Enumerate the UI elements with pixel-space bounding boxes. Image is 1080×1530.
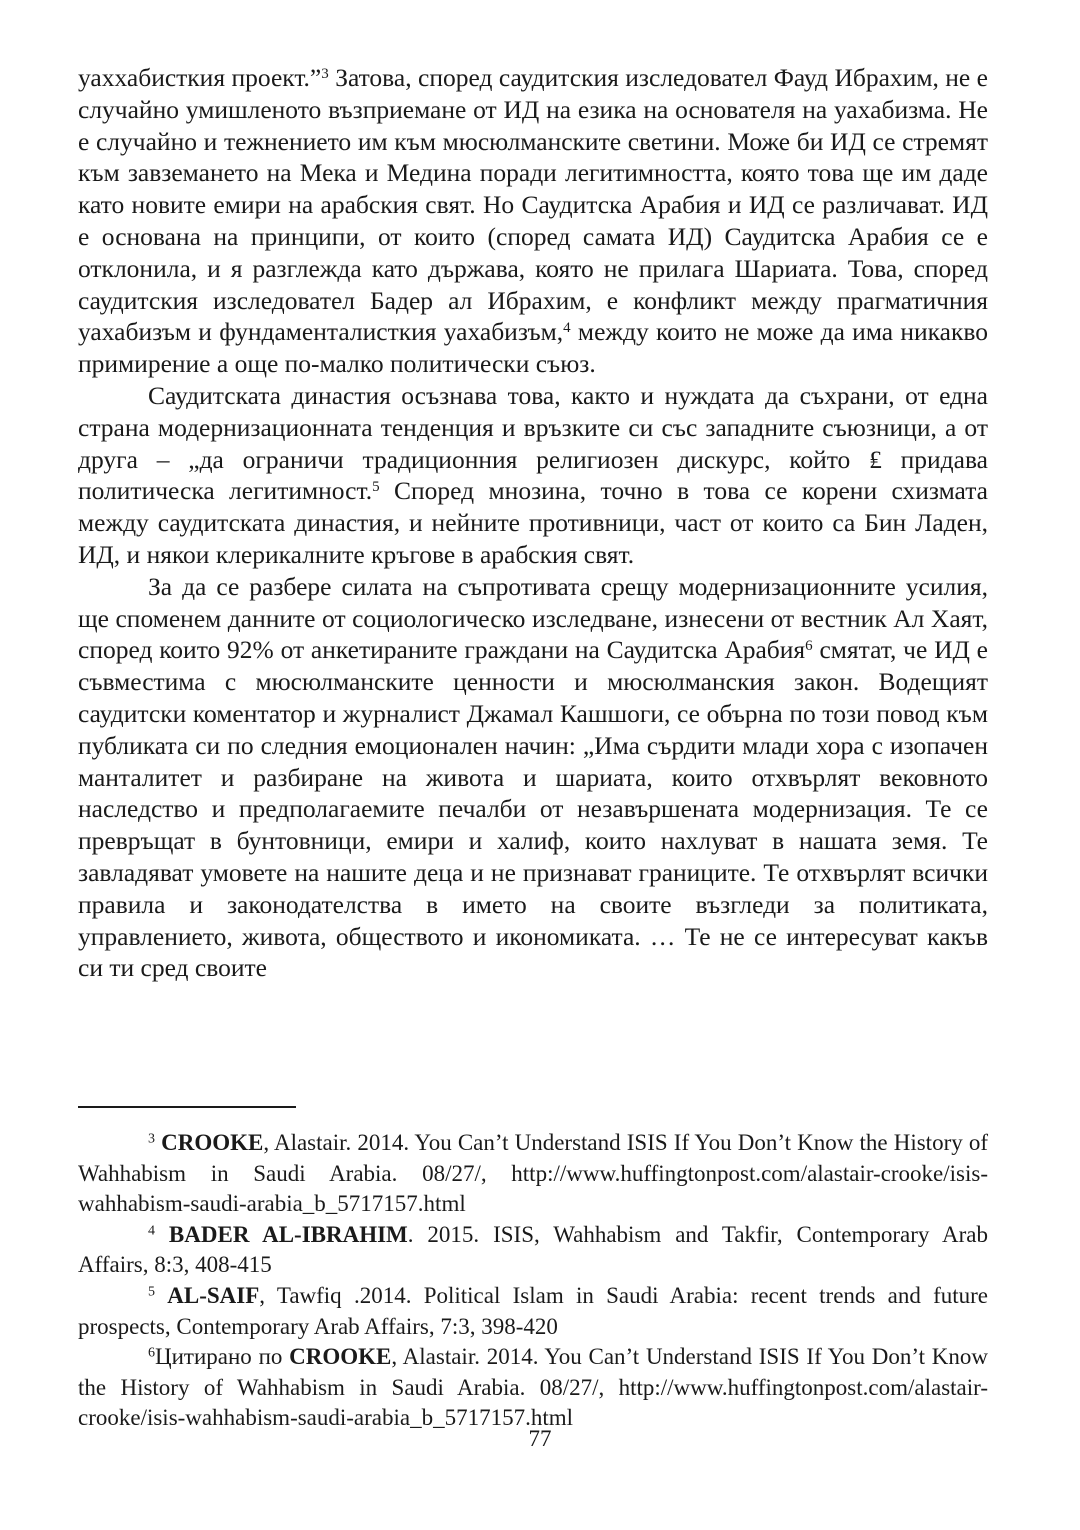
footnote-number: 4 <box>148 1223 155 1239</box>
footnote-ref-6[interactable]: 6 <box>805 638 813 655</box>
paragraph-text: уаххабисткия проект.” <box>78 63 322 92</box>
paragraph-text: между които не може да има никакво примирение а още по-малко политически съюз. <box>78 317 988 379</box>
footnote-number: 6 <box>148 1345 155 1361</box>
paragraph-text: Затова, според саудитския изследовател Фауд Ибрахим, не е случайно умишленото възприемане от ИД на езика на основателя на уахабизма. Не е случайно и тежнението им към мюсюлманските светини. Може би ИД се стремят към завземането на Мека и Медина поради легитимността, която това ще им даде като новите емири на арабския свят. Но Саудитска Арабия и ИД се различават. ИД е основана на принципи, от които (според самата ИД) Саудитска Арабия се е отклонила, и я разглежда като държава, която не прилага Шариата. Това, според саудитския изследовател Бадер ал Ибрахим, е конфликт между прагматичния уахабизъм и фундаменталисткия уахабизъм, <box>78 63 988 347</box>
footnote-author: CROOKE <box>161 1130 264 1155</box>
paragraph-2 <box>78 380 988 571</box>
footnote-5 <box>78 1281 988 1342</box>
footnote-4 <box>78 1220 988 1281</box>
footnote-ref-5[interactable]: 5 <box>372 479 380 496</box>
paragraph-text: смятат, че ИД е съвместима с мюсюлманските ценности и мюсюлманския закон. Водещият саудитски коментатор и журналист Джамал Кашшоги, се обърна по този повод към публиката си по следния емоционален начин: „Има сърдити млади хора с изопачен манталитет и разбиране на живота и шариата, които отхвърлят вековното наследство и предполагаемите печалби от незавършената модернизация. Те се превръщат в бунтовници, емири и халиф, които нахлуват в нашата земя. Те завладяват умовете на нашите деца и не признават границите. Те отхвърлят всички правила и законодателства в името на своите възгледи за политиката, управлението, живота, обществото и икономиката. … Те не се интересуват какъв си ти сред своите <box>78 635 989 983</box>
footnote-text: , Alastair. 2014. You Can’t Understand ISIS If You Don’t Know the History of Wahhabism in Saudi Arabia. 08/27/, http://www.huffingtonpost.com/alastair-crooke/isis-wahhabism-saudi-arabia_b_5717157.html <box>78 1130 989 1217</box>
paragraph-text: Саудитската династия осъзнава това, както и нуждата да съхрани, от една страна модернизационната тенденция и връзките си със западните съюзници, а от друга – „да ограничи традиционния религиозен дискурс, който ₤ придава политическа легитимност. <box>78 380 988 506</box>
footnote-number: 3 <box>148 1131 155 1147</box>
footnote-author: CROOKE <box>289 1344 392 1370</box>
footnote-number: 5 <box>148 1284 155 1300</box>
footnote-ref-3[interactable]: 3 <box>321 65 329 82</box>
page-number: 77 <box>528 1426 552 1451</box>
footnote-author: AL-SAIF <box>167 1282 260 1308</box>
paragraph-text: За да се разбере силата на съпротивата срещу модернизационните усилия, ще споменем данните от социологическо изследване, изнесени от вестник Ал Хаят, според които 92% от анкетираните граждани на Саудитска Арабия <box>78 571 988 665</box>
footnote-3 <box>78 1128 988 1220</box>
footnote-prefix: Цитирано по <box>155 1344 290 1370</box>
footnote-author: BADER AL-IBRAHIM <box>168 1221 408 1247</box>
paragraph-1 <box>78 62 988 380</box>
footnote-text: . 2015. ISIS, Wahhabism and Takfir, Contemporary Arab Affairs, 8:3, 408-415 <box>78 1221 988 1278</box>
paragraph-3 <box>78 571 988 984</box>
footnote-ref-4[interactable]: 4 <box>563 320 571 337</box>
footnote-separator <box>78 1106 296 1108</box>
footnote-6 <box>78 1342 988 1434</box>
page-body <box>78 62 988 984</box>
footnote-text: , Tawfiq .2014. Political Islam in Saudi Arabia: recent trends and future prospects, Contemporary Arab Affairs, 7:3, 398-420 <box>78 1282 989 1339</box>
footnotes <box>78 1128 988 1434</box>
footnote-text: , Alastair. 2014. You Can’t Understand ISIS If You Don’t Know the History of Wahhabism in Saudi Arabia. 08/27/, http://www.huffingtonpost.com/alastair-crooke/isis-wahhabism-saudi-arabia_b_5717157.html <box>78 1344 988 1431</box>
paragraph-text: Според мнозина, точно в това се корени схизмата между саудитската династия, и нейните противници, част от които са Бин Ладен, ИД, и някои клерикалните кръгове в арабския свят. <box>78 476 988 569</box>
body-text <box>78 62 988 984</box>
